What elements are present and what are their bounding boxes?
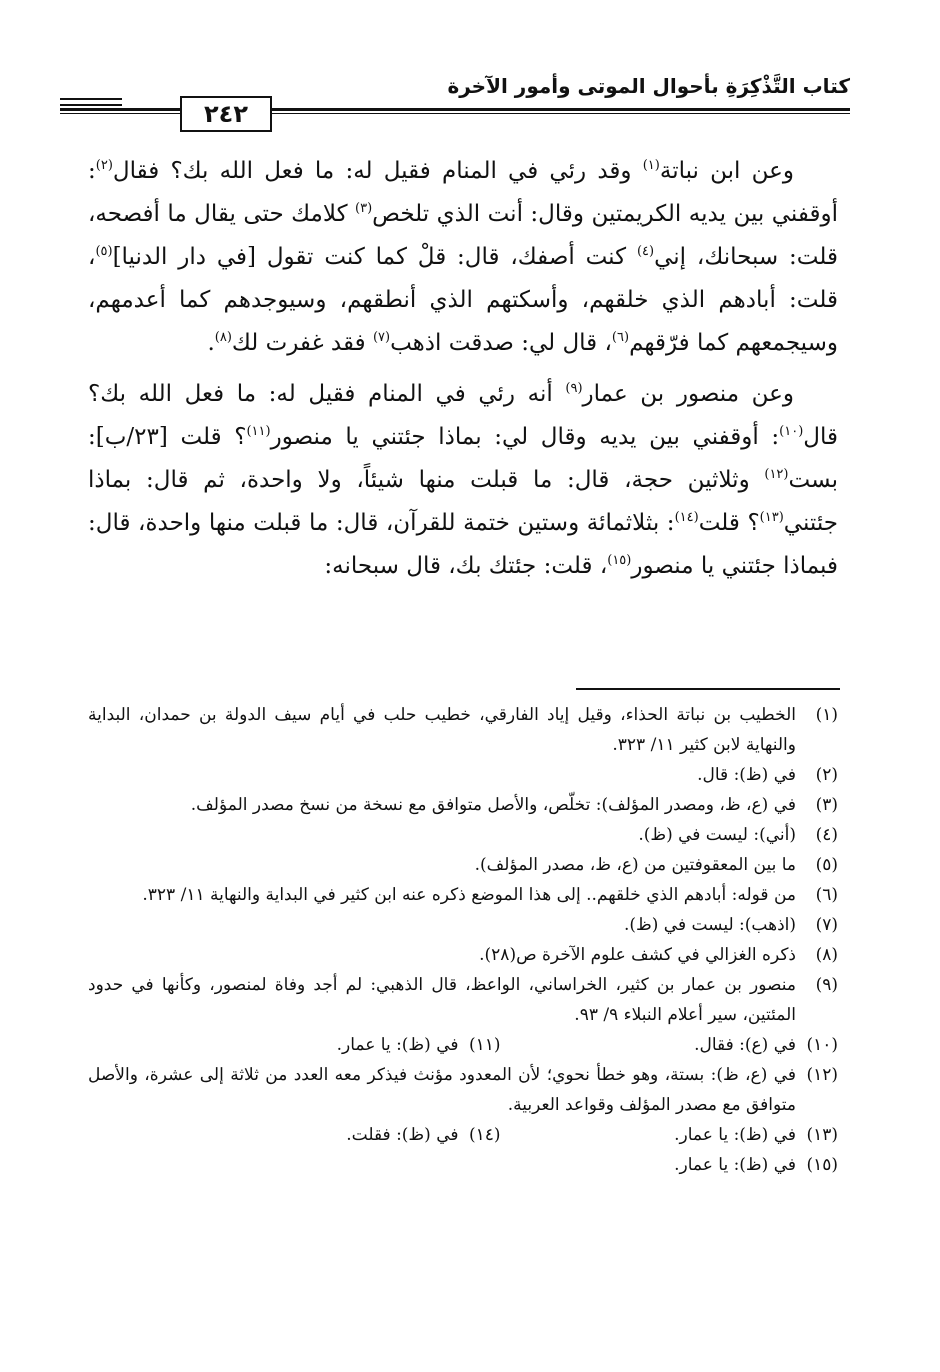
- footnote-text: في (ظ): يا عمار.: [336, 1035, 459, 1055]
- text-run: أنه رئي في المنام فقيل له: ما فعل الله بك؟ قال: [88, 381, 838, 450]
- footnote-item: [88, 820, 838, 850]
- footnote-marker: (١): [642, 158, 660, 173]
- footnote-number: (٢): [815, 765, 838, 785]
- footnote-marker: (١٢): [764, 467, 789, 482]
- footnote-marker: (٢): [95, 158, 113, 173]
- footnote-marker: (١٥): [607, 553, 632, 568]
- text-run: : أوقفني بين يديه وقال لي: بماذا جئتني يا منصور: [270, 424, 780, 450]
- footnote-text: في (ظ): فقلت.: [346, 1125, 459, 1145]
- text-run: وثلاثين حجة، قال: ما قبلت منها شيئاً، ولا واحدة، ثم قال: بماذا جئتني: [88, 467, 838, 536]
- footnote-text: (أني): ليست في (ظ).: [638, 825, 796, 845]
- page-header: [60, 66, 850, 136]
- footnote-marker: (٥): [95, 244, 113, 259]
- footnote-item: [88, 700, 838, 760]
- text-run: ، قال لي: صدقت اذهب: [390, 330, 612, 356]
- footnotes: [88, 700, 838, 1180]
- text-run: : بثلاثمائة وستين ختمة للقرآن، قال: ما قبلت منها واحدة، قال: فبماذا جئتني يا منصور: [88, 510, 838, 579]
- footnote-marker: (١٤): [674, 510, 699, 525]
- footnote-marker: (١١): [246, 424, 271, 439]
- footnote-marker: (٤): [636, 244, 655, 259]
- footnote-item: [126, 1120, 501, 1150]
- running-title: كتاب التَّذْكِرَةِ بأحوال الموتى وأمور الآخرة: [447, 74, 850, 98]
- text-run: فقد غفرت لك: [231, 330, 373, 356]
- footnote-number: (١٥): [806, 1155, 838, 1175]
- footnote-item: [88, 1060, 838, 1120]
- footnote-item: [88, 760, 838, 790]
- footnote-number: (١٤): [468, 1125, 501, 1145]
- footnote-item: [88, 880, 838, 910]
- footnote-item: [88, 850, 838, 880]
- footnote-text: ذكره الغزالي في كشف علوم الآخرة ص(٢٨).: [479, 945, 796, 965]
- footnote-text: في (ع): فقال.: [694, 1035, 796, 1055]
- page-number: ٢٤٢: [180, 96, 272, 132]
- footnote-marker: (١٠): [779, 424, 804, 439]
- footnote-marker: (٣): [355, 201, 373, 216]
- footnote-number: (٧): [815, 915, 838, 935]
- footnote-text: في (ع، ظ): بستة، وهو خطأ نحوي؛ لأن المعدود مؤنث فيذكر معه العدد من ثلاثة إلى عشرة، والأصل متوافق مع مصدر المؤلف وقواعد العربية.: [88, 1065, 796, 1115]
- footnote-number: (١): [815, 705, 838, 725]
- text-run: .: [207, 330, 215, 356]
- footnote-item: [501, 1120, 839, 1150]
- footnote-item: [88, 910, 838, 940]
- footnote-text: منصور بن عمار بن كثير، الخراساني، الواعظ، قال الذهبي: لم أجد وفاة لمنصور، وكأنها في حدود المئتين، سير أعلام النبلاء ٩/ ٩٣.: [88, 975, 796, 1025]
- footnote-item: [88, 790, 838, 820]
- header-rule: [60, 108, 850, 111]
- footnote-marker: (٧): [372, 330, 391, 345]
- main-text: [88, 150, 838, 596]
- footnote-text: من قوله: أبادهم الذي خلقهم.. إلى هذا الموضع ذكره عنه ابن كثير في البداية والنهاية ١١/ ٣٢٣.: [142, 885, 796, 905]
- text-run: : أوقفني بين يديه الكريمتين وقال: أنت الذي تلخص: [88, 158, 838, 227]
- footnote-number: (٦): [815, 885, 838, 905]
- text-run: ؟ قلت [٢٣/ب]: بست: [88, 424, 838, 493]
- footnote-text: في (ظ): يا عمار.: [674, 1155, 796, 1175]
- footnote-text: في (ظ): يا عمار.: [674, 1125, 796, 1145]
- footnote-text: في (ع، ظ، ومصدر المؤلف): تخلّص، والأصل متوافق مع نسخة من نسخ مصدر المؤلف.: [190, 795, 796, 815]
- footnote-marker: (٨): [214, 330, 232, 345]
- page-number-ornament: [60, 98, 122, 110]
- paragraph: [88, 150, 838, 365]
- footnote-pair: [88, 1120, 838, 1150]
- footnote-marker: (٦): [611, 330, 630, 345]
- footnote-pair: [88, 1030, 838, 1060]
- footnote-text: (اذهب): ليست في (ظ).: [623, 915, 796, 935]
- paragraph: [88, 373, 838, 588]
- text-run: ؟ قلت: [698, 510, 760, 536]
- footnote-text: في (ظ): قال.: [697, 765, 796, 785]
- footnote-number: (١٣): [806, 1125, 838, 1145]
- footnote-number: (١٠): [806, 1035, 838, 1055]
- footnote-number: (٥): [815, 855, 838, 875]
- header-rule-thin: [60, 113, 850, 114]
- footnote-item: [126, 1030, 501, 1060]
- footnote-number: (١١): [468, 1035, 501, 1055]
- footnote-number: (٩): [815, 975, 838, 995]
- footnote-separator: [576, 688, 840, 690]
- text-run: كلامك حتى يقال ما أفصحه، قلت: سبحانك، إني: [88, 201, 838, 270]
- text-run: وعن ابن نباتة: [659, 158, 795, 184]
- footnote-item: [501, 1030, 839, 1060]
- footnote-item: [88, 1150, 838, 1180]
- text-run: وعن منصور بن عمار: [582, 381, 794, 407]
- footnote-marker: (١٣): [759, 510, 784, 525]
- footnote-number: (١٢): [806, 1065, 838, 1085]
- text-run: ، قلت: جئتك بك، قال سبحانه:: [324, 553, 608, 579]
- footnote-marker: (٩): [565, 381, 583, 396]
- text-run: ، قلت: أبادهم الذي خلقهم، وأسكتهم الذي أنطقهم، وسيوجدهم كما أعدمهم، وسيجمعهم كما فرّقهم: [88, 244, 838, 356]
- footnote-item: [88, 970, 838, 1030]
- footnote-number: (٣): [815, 795, 838, 815]
- footnote-item: [88, 940, 838, 970]
- footnote-number: (٤): [815, 825, 838, 845]
- text-run: وقد رئي في المنام فقيل له: ما فعل الله بك؟ فقال: [112, 158, 643, 184]
- footnote-number: (٨): [815, 945, 838, 965]
- text-run: كنت أصفك، قال: قلْ كما كنت تقول [في دار الدنيا]: [112, 244, 637, 270]
- footnote-text: ما بين المعقوفتين من (ع، ظ، مصدر المؤلف).: [474, 855, 796, 875]
- footnote-text: الخطيب بن نباتة الحذاء، وقيل إياد الفارقي، خطيب حلب في أيام سيف الدولة بن حمدان، البداية والنهاية لابن كثير ١١/ ٣٢٣.: [88, 705, 796, 755]
